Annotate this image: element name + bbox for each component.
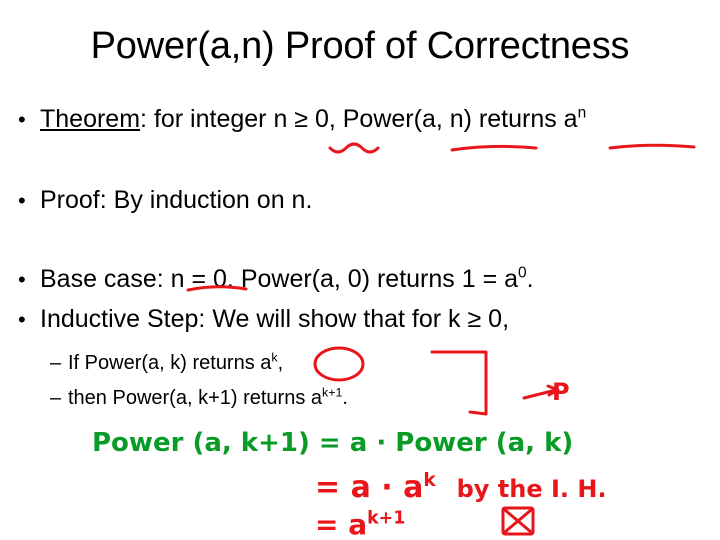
handwritten-red-line-2: [315, 470, 607, 505]
theorem-superscript: n: [577, 104, 587, 122]
proof-text: Proof: By induction on n.: [40, 186, 313, 214]
bullet-inductive-step: [18, 305, 708, 334]
dash-marker: –: [50, 387, 62, 409]
handwritten-green-equation: Power (a, k+1) = a · Power (a, k): [92, 428, 574, 458]
bracket-mark: [432, 352, 486, 414]
sub-bullet-then-clause: [50, 387, 348, 410]
red-line-3-superscript: k+1: [367, 508, 406, 529]
bullet-proof: [18, 186, 708, 215]
page-title: Power(a,n) Proof of Correctness: [90, 25, 630, 67]
if-clause-superscript: k: [271, 350, 278, 365]
red-line-3-main: = a: [315, 508, 368, 540]
theorem-label: Theorem: [40, 105, 141, 133]
then-clause-suffix: .: [342, 387, 348, 409]
base-case-suffix: .: [526, 265, 534, 293]
then-clause-superscript: k+1: [322, 385, 343, 400]
circle-around-a-k: [315, 348, 363, 380]
red-line-2-superscript: k: [423, 470, 436, 491]
base-case-superscript: 0: [518, 264, 527, 282]
theorem-text: : for integer n ≥ 0, Power(a, n) returns a: [140, 105, 578, 133]
red-line-2-main: = a · a: [315, 470, 424, 505]
if-clause-text: If Power(a, k) returns a: [68, 352, 272, 374]
bullet-marker: •: [18, 107, 26, 132]
base-case-text: Base case: n = 0. Power(a, 0) returns 1 = a: [40, 265, 519, 293]
underline-power-a-n: [452, 146, 536, 150]
dash-marker: –: [50, 352, 62, 374]
bullet-theorem: [18, 105, 708, 134]
qed-cross: [505, 510, 531, 532]
bullet-marker: •: [18, 267, 26, 292]
if-clause-suffix: ,: [277, 352, 284, 374]
bullet-marker: •: [18, 188, 26, 213]
qed-box: [503, 508, 533, 534]
handwritten-red-line-3: [315, 508, 405, 540]
then-clause-text: then Power(a, k+1) returns a: [68, 387, 323, 409]
underline-a-to-n: [610, 145, 694, 148]
bullet-marker: •: [18, 307, 26, 332]
red-line-2-tail: by the I. H.: [456, 475, 607, 503]
squiggle-under-n: [330, 144, 378, 152]
inductive-step-text: Inductive Step: We will show that for k ≥ 0,: [40, 305, 510, 333]
sub-bullet-if-clause: [50, 352, 283, 375]
handwritten-red-p-mark: P: [552, 378, 570, 406]
bullet-base-case: [18, 265, 708, 294]
